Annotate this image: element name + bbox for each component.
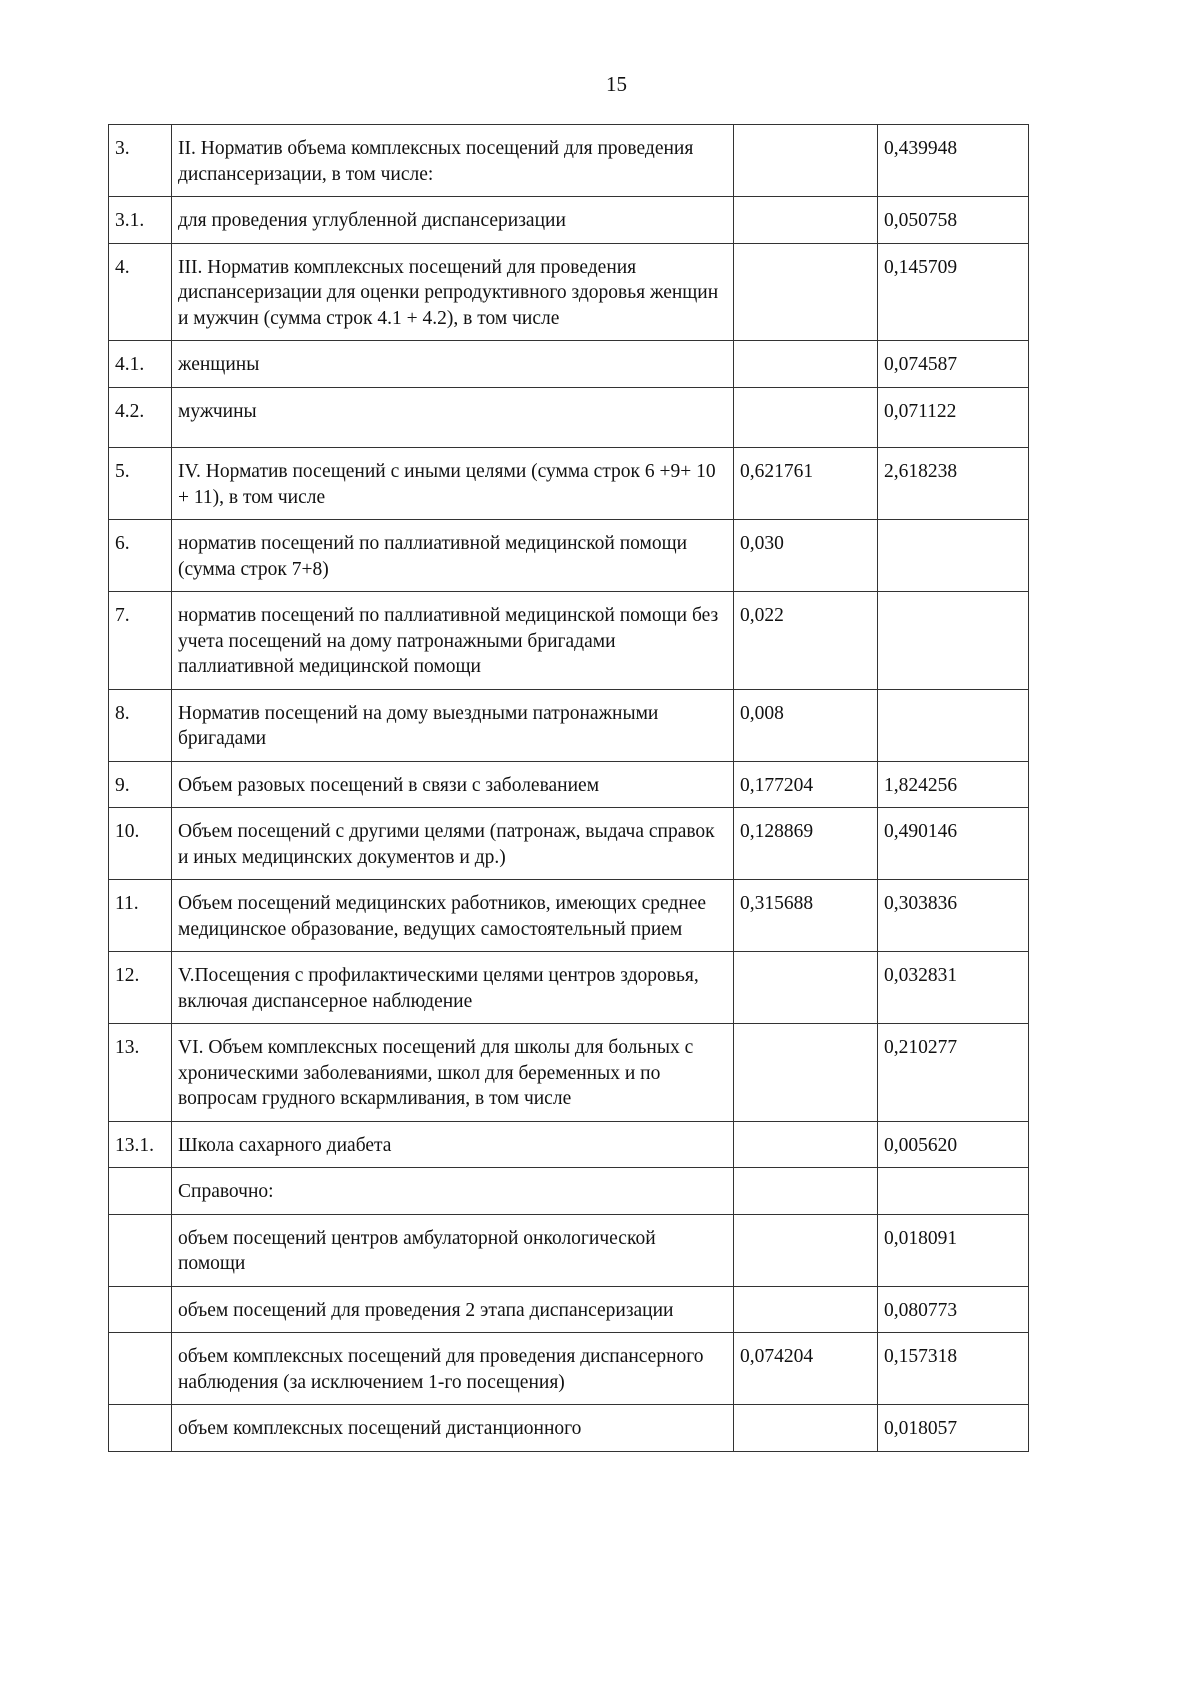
row-value-2: 0,145709 xyxy=(878,243,1029,341)
row-number: 12. xyxy=(109,952,172,1024)
row-value-2: 0,210277 xyxy=(878,1024,1029,1122)
table-row xyxy=(109,1214,1029,1286)
row-number: 4.2. xyxy=(109,387,172,448)
table-row xyxy=(109,1333,1029,1405)
row-description: объем комплексных посещений для проведения диспансерного наблюдения (за исключением 1-го посещения) xyxy=(172,1333,734,1405)
table-row xyxy=(109,808,1029,880)
table-row xyxy=(109,1168,1029,1215)
row-description: III. Норматив комплексных посещений для проведения диспансеризации для оценки репродуктивного здоровья женщин и мужчин (сумма строк 4.1 + 4.2), в том числе xyxy=(172,243,734,341)
table-row xyxy=(109,1024,1029,1122)
table-row xyxy=(109,880,1029,952)
row-value-2: 0,080773 xyxy=(878,1286,1029,1333)
row-value-1 xyxy=(734,387,878,448)
row-description: V.Посещения с профилактическими целями центров здоровья, включая диспансерное наблюдение xyxy=(172,952,734,1024)
row-value-1 xyxy=(734,952,878,1024)
row-value-2: 0,018057 xyxy=(878,1405,1029,1452)
row-description: норматив посещений по паллиативной медицинской помощи без учета посещений на дому патронажными бригадами паллиативной медицинской помощи xyxy=(172,592,734,690)
row-value-2 xyxy=(878,520,1029,592)
row-description: для проведения углубленной диспансеризации xyxy=(172,197,734,244)
row-description: IV. Норматив посещений с иными целями (сумма строк 6 +9+ 10 + 11), в том числе xyxy=(172,448,734,520)
row-value-1 xyxy=(734,1214,878,1286)
row-number: 11. xyxy=(109,880,172,952)
table-row xyxy=(109,592,1029,690)
row-value-1 xyxy=(734,243,878,341)
row-value-1: 0,177204 xyxy=(734,761,878,808)
row-value-2 xyxy=(878,1168,1029,1215)
row-description: Объем посещений с другими целями (патронаж, выдача справок и иных медицинских документов и др.) xyxy=(172,808,734,880)
row-value-2: 0,005620 xyxy=(878,1121,1029,1168)
row-value-1 xyxy=(734,1121,878,1168)
table-row xyxy=(109,1286,1029,1333)
row-description: Объем посещений медицинских работников, имеющих среднее медицинское образование, ведущих самостоятельный прием xyxy=(172,880,734,952)
row-description: Школа сахарного диабета xyxy=(172,1121,734,1168)
row-value-2: 0,018091 xyxy=(878,1214,1029,1286)
row-value-2 xyxy=(878,592,1029,690)
row-value-1 xyxy=(734,1286,878,1333)
table-row xyxy=(109,952,1029,1024)
row-number: 10. xyxy=(109,808,172,880)
row-value-2: 0,490146 xyxy=(878,808,1029,880)
row-value-2: 0,439948 xyxy=(878,125,1029,197)
row-value-1: 0,030 xyxy=(734,520,878,592)
norms-table xyxy=(108,124,1029,1452)
row-number: 3.1. xyxy=(109,197,172,244)
row-number xyxy=(109,1168,172,1215)
row-description: норматив посещений по паллиативной медицинской помощи (сумма строк 7+8) xyxy=(172,520,734,592)
table-row xyxy=(109,1405,1029,1452)
row-number: 13. xyxy=(109,1024,172,1122)
row-value-1 xyxy=(734,125,878,197)
row-number: 8. xyxy=(109,689,172,761)
page-number: 15 xyxy=(606,72,627,96)
row-value-1 xyxy=(734,1405,878,1452)
row-description: объем посещений для проведения 2 этапа диспансеризации xyxy=(172,1286,734,1333)
row-value-1: 0,008 xyxy=(734,689,878,761)
row-value-1 xyxy=(734,341,878,388)
row-value-1 xyxy=(734,1024,878,1122)
row-value-2: 0,071122 xyxy=(878,387,1029,448)
table-row xyxy=(109,243,1029,341)
row-description: женщины xyxy=(172,341,734,388)
row-description: объем посещений центров амбулаторной онкологической помощи xyxy=(172,1214,734,1286)
row-number: 4.1. xyxy=(109,341,172,388)
table-row xyxy=(109,520,1029,592)
row-value-2: 0,074587 xyxy=(878,341,1029,388)
row-description: мужчины xyxy=(172,387,734,448)
row-number xyxy=(109,1214,172,1286)
row-value-2: 0,032831 xyxy=(878,952,1029,1024)
row-value-1: 0,022 xyxy=(734,592,878,690)
row-number: 13.1. xyxy=(109,1121,172,1168)
row-number: 4. xyxy=(109,243,172,341)
row-value-1: 0,128869 xyxy=(734,808,878,880)
table-row xyxy=(109,387,1029,448)
row-value-1: 0,315688 xyxy=(734,880,878,952)
table-row xyxy=(109,689,1029,761)
table-row xyxy=(109,125,1029,197)
row-value-2: 0,050758 xyxy=(878,197,1029,244)
table-row xyxy=(109,197,1029,244)
row-value-1 xyxy=(734,1168,878,1215)
row-value-1 xyxy=(734,197,878,244)
row-number: 9. xyxy=(109,761,172,808)
row-number: 6. xyxy=(109,520,172,592)
row-description: Справочно: xyxy=(172,1168,734,1215)
row-description: объем комплексных посещений дистанционного xyxy=(172,1405,734,1452)
row-number xyxy=(109,1405,172,1452)
row-value-2: 2,618238 xyxy=(878,448,1029,520)
row-number xyxy=(109,1333,172,1405)
row-number: 5. xyxy=(109,448,172,520)
table-row xyxy=(109,761,1029,808)
row-number: 7. xyxy=(109,592,172,690)
row-number xyxy=(109,1286,172,1333)
row-value-1: 0,074204 xyxy=(734,1333,878,1405)
row-description: Объем разовых посещений в связи с заболеванием xyxy=(172,761,734,808)
row-description: II. Норматив объема комплексных посещений для проведения диспансеризации, в том числе: xyxy=(172,125,734,197)
table-row xyxy=(109,341,1029,388)
table-row xyxy=(109,1121,1029,1168)
row-number: 3. xyxy=(109,125,172,197)
table-row xyxy=(109,448,1029,520)
row-value-2: 0,303836 xyxy=(878,880,1029,952)
row-description: VI. Объем комплексных посещений для школы для больных с хроническими заболеваниями, школ для беременных и по вопросам грудного вскармливания, в том числе xyxy=(172,1024,734,1122)
row-value-1: 0,621761 xyxy=(734,448,878,520)
row-value-2: 0,157318 xyxy=(878,1333,1029,1405)
row-value-2: 1,824256 xyxy=(878,761,1029,808)
row-description: Норматив посещений на дому выездными патронажными бригадами xyxy=(172,689,734,761)
row-value-2 xyxy=(878,689,1029,761)
